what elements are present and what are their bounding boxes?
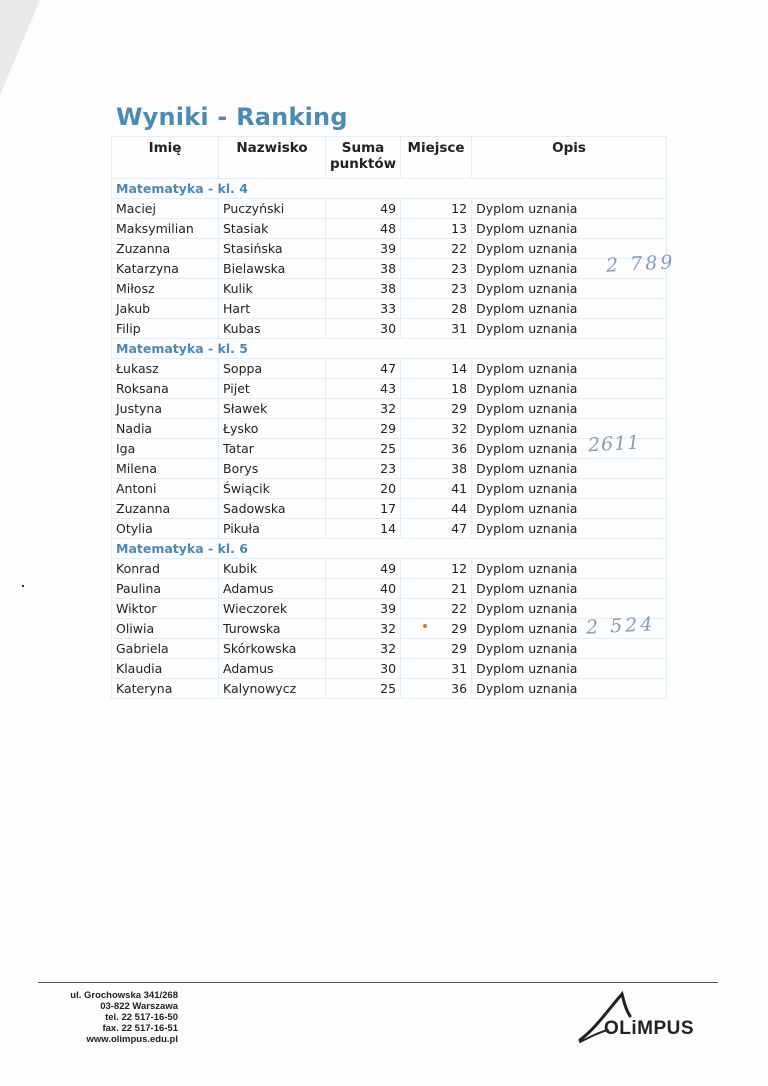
cell-miejsce: 29 xyxy=(401,619,472,639)
cell-nazwisko: Sadowska xyxy=(219,499,326,519)
cell-nazwisko: Tatar xyxy=(219,439,326,459)
table-row xyxy=(112,239,667,259)
cell-imie: Maciej xyxy=(112,199,219,219)
cell-imie: Wiktor xyxy=(112,599,219,619)
cell-imie: Łukasz xyxy=(112,359,219,379)
cell-imie: Konrad xyxy=(112,559,219,579)
cell-imie: Zuzanna xyxy=(112,499,219,519)
cell-suma: 25 xyxy=(326,679,401,699)
cell-miejsce: 36 xyxy=(401,439,472,459)
cell-miejsce: 22 xyxy=(401,599,472,619)
table-row xyxy=(112,659,667,679)
cell-miejsce: 12 xyxy=(401,559,472,579)
cell-suma: 30 xyxy=(326,659,401,679)
table-row xyxy=(112,419,667,439)
cell-imie: Zuzanna xyxy=(112,239,219,259)
cell-nazwisko: Kubas xyxy=(219,319,326,339)
cell-miejsce: 36 xyxy=(401,679,472,699)
table-row xyxy=(112,439,667,459)
footer-divider xyxy=(38,982,718,983)
cell-nazwisko: Adamus xyxy=(219,659,326,679)
cell-opis: Dyplom uznania xyxy=(472,599,667,619)
cell-nazwisko: Stasiak xyxy=(219,219,326,239)
table-row xyxy=(112,559,667,579)
cell-miejsce: 29 xyxy=(401,639,472,659)
cell-imie: Katarzyna xyxy=(112,259,219,279)
cell-suma: 48 xyxy=(326,219,401,239)
cell-miejsce: 47 xyxy=(401,519,472,539)
cell-miejsce: 18 xyxy=(401,379,472,399)
cell-nazwisko: Kalynowycz xyxy=(219,679,326,699)
cell-imie: Nadia xyxy=(112,419,219,439)
cell-suma: 38 xyxy=(326,279,401,299)
ranking-table-body xyxy=(112,179,667,699)
cell-opis: Dyplom uznania xyxy=(472,319,667,339)
cell-miejsce: 32 xyxy=(401,419,472,439)
cell-nazwisko: Turowska xyxy=(219,619,326,639)
footer-website: www.olimpus.edu.pl xyxy=(86,1034,178,1045)
page-title: Wyniki - Ranking xyxy=(116,103,348,131)
cell-miejsce: 31 xyxy=(401,659,472,679)
cell-nazwisko: Puczyński xyxy=(219,199,326,219)
cell-opis: Dyplom uznania xyxy=(472,679,667,699)
section-title: Matematyka - kl. 6 xyxy=(112,539,667,559)
handwritten-note: 2 789 xyxy=(605,251,676,277)
table-row xyxy=(112,479,667,499)
cell-nazwisko: Borys xyxy=(219,459,326,479)
cell-suma: 30 xyxy=(326,319,401,339)
cell-miejsce: 28 xyxy=(401,299,472,319)
table-row xyxy=(112,359,667,379)
table-row xyxy=(112,619,667,639)
cell-opis: Dyplom uznania xyxy=(472,519,667,539)
cell-suma: 17 xyxy=(326,499,401,519)
cell-nazwisko: Skórkowska xyxy=(219,639,326,659)
table-row xyxy=(112,319,667,339)
footer-fax: fax. 22 517-16-51 xyxy=(102,1023,178,1034)
cell-suma: 39 xyxy=(326,599,401,619)
cell-imie: Roksana xyxy=(112,379,219,399)
cell-opis: Dyplom uznania xyxy=(472,219,667,239)
cell-miejsce: 44 xyxy=(401,499,472,519)
table-row xyxy=(112,579,667,599)
table-row xyxy=(112,459,667,479)
ranking-table xyxy=(111,136,667,699)
cell-opis: Dyplom uznania xyxy=(472,419,667,439)
cell-miejsce: 23 xyxy=(401,259,472,279)
section-header-row xyxy=(112,339,667,359)
table-row xyxy=(112,679,667,699)
table-row xyxy=(112,599,667,619)
cell-miejsce: 23 xyxy=(401,279,472,299)
cell-nazwisko: Adamus xyxy=(219,579,326,599)
cell-nazwisko: Pikuła xyxy=(219,519,326,539)
cell-suma: 32 xyxy=(326,619,401,639)
header-suma: Suma punktów xyxy=(326,137,401,179)
cell-opis: Dyplom uznania xyxy=(472,299,667,319)
cell-miejsce: 41 xyxy=(401,479,472,499)
ink-dot xyxy=(423,624,427,628)
cell-opis: Dyplom uznania xyxy=(472,659,667,679)
cell-opis: Dyplom uznania xyxy=(472,239,667,259)
cell-opis: Dyplom uznania xyxy=(472,499,667,519)
cell-opis: Dyplom uznania xyxy=(472,579,667,599)
cell-imie: Oliwia xyxy=(112,619,219,639)
cell-imie: Klaudia xyxy=(112,659,219,679)
table-row xyxy=(112,519,667,539)
cell-suma: 49 xyxy=(326,559,401,579)
section-title: Matematyka - kl. 5 xyxy=(112,339,667,359)
cell-imie: Milena xyxy=(112,459,219,479)
cell-suma: 47 xyxy=(326,359,401,379)
cell-suma: 20 xyxy=(326,479,401,499)
cell-suma: 25 xyxy=(326,439,401,459)
table-row xyxy=(112,259,667,279)
cell-opis: Dyplom uznania xyxy=(472,399,667,419)
cell-nazwisko: Wieczorek xyxy=(219,599,326,619)
footer-address-line: 03-822 Warszawa xyxy=(100,1001,178,1012)
section-header-row xyxy=(112,179,667,199)
cell-suma: 43 xyxy=(326,379,401,399)
cell-suma: 14 xyxy=(326,519,401,539)
cell-miejsce: 13 xyxy=(401,219,472,239)
footer-address-line: ul. Grochowska 341/268 xyxy=(70,990,178,1001)
cell-imie: Kateryna xyxy=(112,679,219,699)
table-row xyxy=(112,279,667,299)
header-miejsce: Miejsce xyxy=(401,137,472,179)
table-row xyxy=(112,299,667,319)
cell-suma: 32 xyxy=(326,639,401,659)
cell-opis: Dyplom uznania xyxy=(472,279,667,299)
olimpus-logo xyxy=(578,990,718,1045)
table-row xyxy=(112,639,667,659)
cell-nazwisko: Łysko xyxy=(219,419,326,439)
table-row xyxy=(112,499,667,519)
cell-nazwisko: Soppa xyxy=(219,359,326,379)
cell-imie: Miłosz xyxy=(112,279,219,299)
cell-opis: Dyplom uznania xyxy=(472,199,667,219)
cell-nazwisko: Bielawska xyxy=(219,259,326,279)
cell-suma: 38 xyxy=(326,259,401,279)
section-header-row xyxy=(112,539,667,559)
cell-nazwisko: Sławek xyxy=(219,399,326,419)
cell-miejsce: 12 xyxy=(401,199,472,219)
cell-miejsce: 29 xyxy=(401,399,472,419)
header-imie: Imię xyxy=(112,137,219,179)
cell-imie: Filip xyxy=(112,319,219,339)
cell-suma: 29 xyxy=(326,419,401,439)
table-header-row xyxy=(112,137,667,179)
table-row xyxy=(112,399,667,419)
table-row xyxy=(112,199,667,219)
cell-imie: Maksymilian xyxy=(112,219,219,239)
section-title: Matematyka - kl. 4 xyxy=(112,179,667,199)
cell-imie: Paulina xyxy=(112,579,219,599)
cell-nazwisko: Kubik xyxy=(219,559,326,579)
page-corner-fold xyxy=(0,0,40,95)
cell-suma: 33 xyxy=(326,299,401,319)
cell-imie: Jakub xyxy=(112,299,219,319)
scan-speck xyxy=(22,585,24,587)
cell-imie: Antoni xyxy=(112,479,219,499)
cell-opis: Dyplom uznania xyxy=(472,619,667,639)
table-row xyxy=(112,379,667,399)
cell-imie: Justyna xyxy=(112,399,219,419)
footer-address xyxy=(38,990,178,1045)
table-row xyxy=(112,219,667,239)
cell-opis: Dyplom uznania xyxy=(472,439,667,459)
cell-suma: 49 xyxy=(326,199,401,219)
cell-suma: 23 xyxy=(326,459,401,479)
cell-imie: Otylia xyxy=(112,519,219,539)
cell-miejsce: 31 xyxy=(401,319,472,339)
header-opis: Opis xyxy=(472,137,667,179)
cell-nazwisko: Pijet xyxy=(219,379,326,399)
cell-nazwisko: Świącik xyxy=(219,479,326,499)
cell-opis: Dyplom uznania xyxy=(472,479,667,499)
cell-opis: Dyplom uznania xyxy=(472,559,667,579)
cell-nazwisko: Hart xyxy=(219,299,326,319)
cell-miejsce: 14 xyxy=(401,359,472,379)
cell-imie: Iga xyxy=(112,439,219,459)
cell-nazwisko: Stasińska xyxy=(219,239,326,259)
cell-miejsce: 22 xyxy=(401,239,472,259)
logo-text: OLiMPUS xyxy=(604,1018,695,1039)
cell-suma: 40 xyxy=(326,579,401,599)
cell-suma: 39 xyxy=(326,239,401,259)
footer-phone: tel. 22 517-16-50 xyxy=(105,1012,178,1023)
cell-opis: Dyplom uznania xyxy=(472,639,667,659)
cell-opis: Dyplom uznania xyxy=(472,259,667,279)
cell-nazwisko: Kulik xyxy=(219,279,326,299)
cell-opis: Dyplom uznania xyxy=(472,459,667,479)
cell-miejsce: 38 xyxy=(401,459,472,479)
cell-suma: 32 xyxy=(326,399,401,419)
header-nazwisko: Nazwisko xyxy=(219,137,326,179)
cell-imie: Gabriela xyxy=(112,639,219,659)
cell-miejsce: 21 xyxy=(401,579,472,599)
cell-opis: Dyplom uznania xyxy=(472,379,667,399)
handwritten-note: 2 524 xyxy=(585,613,656,639)
cell-opis: Dyplom uznania xyxy=(472,359,667,379)
handwritten-note: 2611 xyxy=(587,431,641,457)
